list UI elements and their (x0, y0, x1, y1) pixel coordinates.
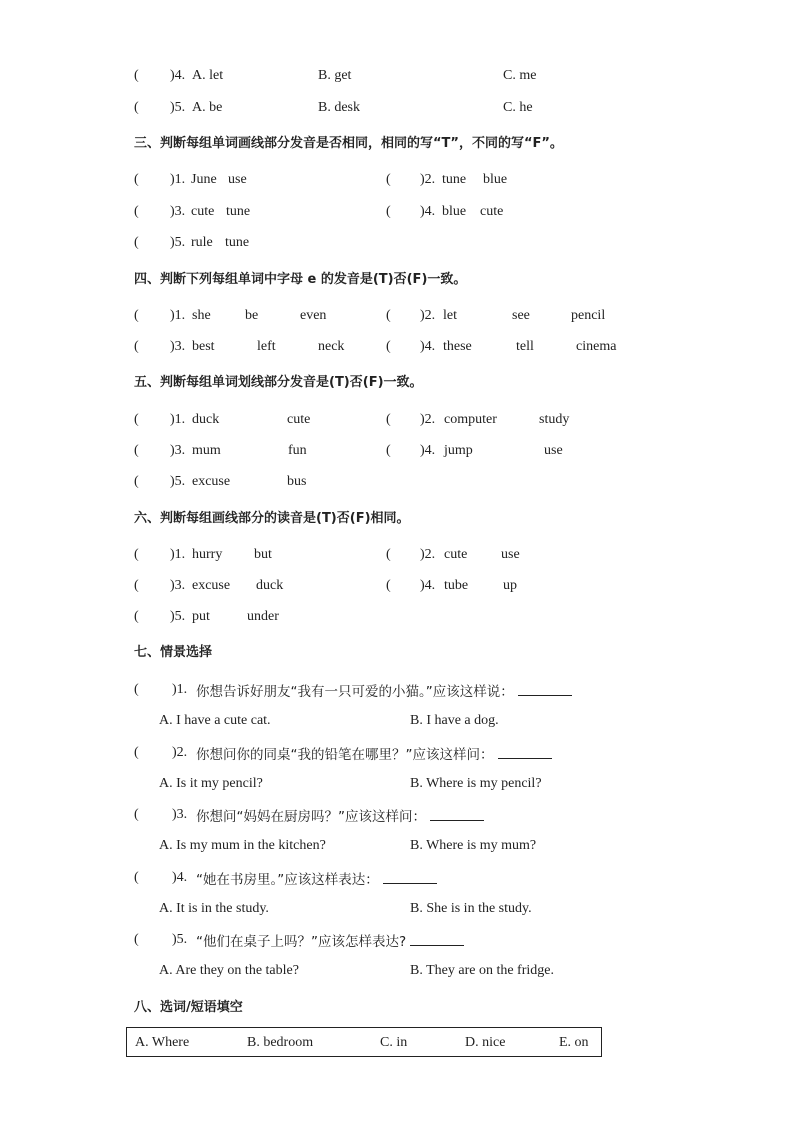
question-number: )1. (170, 412, 186, 427)
word-bank-option: E. on (559, 1035, 589, 1050)
word-bank-option: B. bedroom (247, 1035, 314, 1050)
option-c: C. me (503, 68, 537, 83)
word: up (503, 578, 517, 593)
answer-paren: ( (386, 412, 391, 427)
word: tube (444, 578, 469, 593)
word-bank-box (126, 1027, 602, 1057)
question-number: )3. (172, 807, 188, 822)
answer-paren: ( (134, 339, 139, 354)
option-b: B. get (318, 68, 352, 83)
question-number: )2. (420, 412, 436, 427)
word: duck (192, 412, 220, 427)
section-title: 四、判断下列每组单词中字母 e 的发音是(T)否(F)一致。 (134, 272, 467, 287)
word: tune (225, 235, 250, 250)
word: she (192, 308, 211, 323)
question-number: )5. (170, 474, 186, 489)
word: under (247, 609, 279, 624)
answer-paren: ( (386, 443, 391, 458)
word: these (443, 339, 472, 354)
word: use (544, 443, 563, 458)
option-a: A. Are they on the table? (159, 963, 299, 978)
question-row (134, 67, 139, 85)
word: computer (444, 412, 497, 427)
question-number: )4. (172, 870, 188, 885)
answer-blank[interactable] (518, 681, 572, 696)
word: tune (226, 204, 251, 219)
option-b: B. They are on the fridge. (410, 963, 554, 978)
word: fun (288, 443, 307, 458)
question-number: )1. (170, 547, 186, 562)
answer-paren: ( (134, 235, 139, 250)
question-number: )1. (170, 308, 186, 323)
answer-paren: ( (134, 609, 139, 624)
answer-paren: ( (134, 870, 139, 885)
word: blue (442, 204, 467, 219)
word: let (443, 308, 457, 323)
word-bank-option: D. nice (465, 1035, 506, 1050)
option-a: A. be (192, 100, 223, 115)
question-number: )2. (420, 308, 436, 323)
word: June (191, 172, 217, 187)
word: excuse (192, 474, 231, 489)
question-text: 你想告诉好朋友“我有一只可爱的小猫。”应该这样说： (196, 681, 572, 701)
option-b: B. Where is my mum? (410, 838, 537, 853)
word: study (539, 412, 570, 427)
answer-paren: ( (134, 443, 139, 458)
word: tell (516, 339, 534, 354)
question-text: “她在书房里。”应该这样表达： (196, 869, 437, 889)
word: use (228, 172, 247, 187)
question-text: 你想问你的同桌“我的铅笔在哪里？”应该这样问： (196, 744, 552, 764)
question-number: )1. (172, 682, 188, 697)
word: cute (287, 412, 311, 427)
answer-paren: ( (386, 204, 391, 219)
word: cute (480, 204, 504, 219)
answer-blank[interactable] (410, 931, 464, 946)
word: see (512, 308, 530, 323)
question-number: )3. (170, 443, 186, 458)
answer-paren: ( (134, 932, 139, 947)
answer-paren: ( (386, 578, 391, 593)
question-text: 你想问“妈妈在厨房吗？”应该这样问： (196, 806, 484, 826)
word: bus (287, 474, 307, 489)
answer-paren: ( (134, 474, 139, 489)
answer-paren: ( (386, 339, 391, 354)
option-a: A. It is in the study. (159, 901, 269, 916)
word: pencil (571, 308, 606, 323)
question-number: )4. (170, 68, 186, 83)
section-title: 三、判断每组单词画线部分发音是否相同，相同的写“T”，不同的写“F”。 (134, 136, 563, 151)
answer-paren: ( (386, 308, 391, 323)
answer-paren: ( (134, 578, 139, 593)
question-number: )2. (420, 547, 436, 562)
word: left (257, 339, 276, 354)
question-number: )1. (170, 172, 186, 187)
section-title: 八、选词/短语填空 (134, 1000, 243, 1015)
question-number: )4. (420, 339, 436, 354)
answer-paren: ( (134, 308, 139, 323)
word: cute (444, 547, 468, 562)
answer-paren: ( (134, 807, 139, 822)
question-number: )4. (420, 443, 436, 458)
question-number: )5. (170, 235, 186, 250)
word: best (192, 339, 215, 354)
answer-paren: ( (386, 172, 391, 187)
answer-paren: ( (134, 682, 139, 697)
answer-paren: ( (134, 547, 139, 562)
question-number: )3. (170, 339, 186, 354)
word: neck (318, 339, 345, 354)
word: rule (191, 235, 213, 250)
section-title: 七、情景选择 (134, 645, 213, 660)
answer-blank[interactable] (430, 806, 484, 821)
word-bank-option: A. Where (135, 1035, 190, 1050)
word: cinema (576, 339, 617, 354)
option-b: B. desk (318, 100, 360, 115)
word: use (501, 547, 520, 562)
question-number: )5. (172, 932, 188, 947)
option-b: B. I have a dog. (410, 713, 499, 728)
word: blue (483, 172, 508, 187)
option-b: B. She is in the study. (410, 901, 532, 916)
answer-paren: ( (134, 412, 139, 427)
question-number: )5. (170, 609, 186, 624)
word: even (300, 308, 327, 323)
answer-blank[interactable] (498, 744, 552, 759)
question-number: )4. (420, 204, 436, 219)
question-number: )3. (170, 578, 186, 593)
answer-blank[interactable] (383, 869, 437, 884)
answer-paren: ( (134, 172, 139, 187)
option-b: B. Where is my pencil? (410, 776, 542, 791)
question-number: )2. (172, 745, 188, 760)
word: jump (444, 443, 473, 458)
answer-paren: ( (134, 745, 139, 760)
section-title: 五、判断每组单词划线部分发音是(T)否(F)一致。 (134, 375, 423, 390)
answer-paren: ( (134, 204, 139, 219)
word-bank-option: C. in (380, 1035, 408, 1050)
option-a: A. Is it my pencil? (159, 776, 263, 791)
question-text: “他们在桌子上吗？”应该怎样表达? (196, 931, 464, 951)
word: tune (442, 172, 467, 187)
word: cute (191, 204, 215, 219)
word: hurry (192, 547, 223, 562)
answer-paren: ( (134, 100, 139, 115)
word: duck (256, 578, 284, 593)
question-number: )3. (170, 204, 186, 219)
word: but (254, 547, 272, 562)
word: be (245, 308, 259, 323)
question-number: )2. (420, 172, 436, 187)
question-number: )4. (420, 578, 436, 593)
answer-paren: ( (134, 68, 139, 83)
option-a: A. I have a cute cat. (159, 713, 271, 728)
answer-paren: ( (386, 547, 391, 562)
word: put (192, 609, 210, 624)
section-title: 六、判断每组画线部分的读音是(T)否(F)相同。 (134, 511, 410, 526)
option-a: A. let (192, 68, 224, 83)
word: excuse (192, 578, 231, 593)
option-c: C. he (503, 100, 533, 115)
option-a: A. Is my mum in the kitchen? (159, 838, 326, 853)
word: mum (192, 443, 221, 458)
question-number: )5. (170, 100, 186, 115)
